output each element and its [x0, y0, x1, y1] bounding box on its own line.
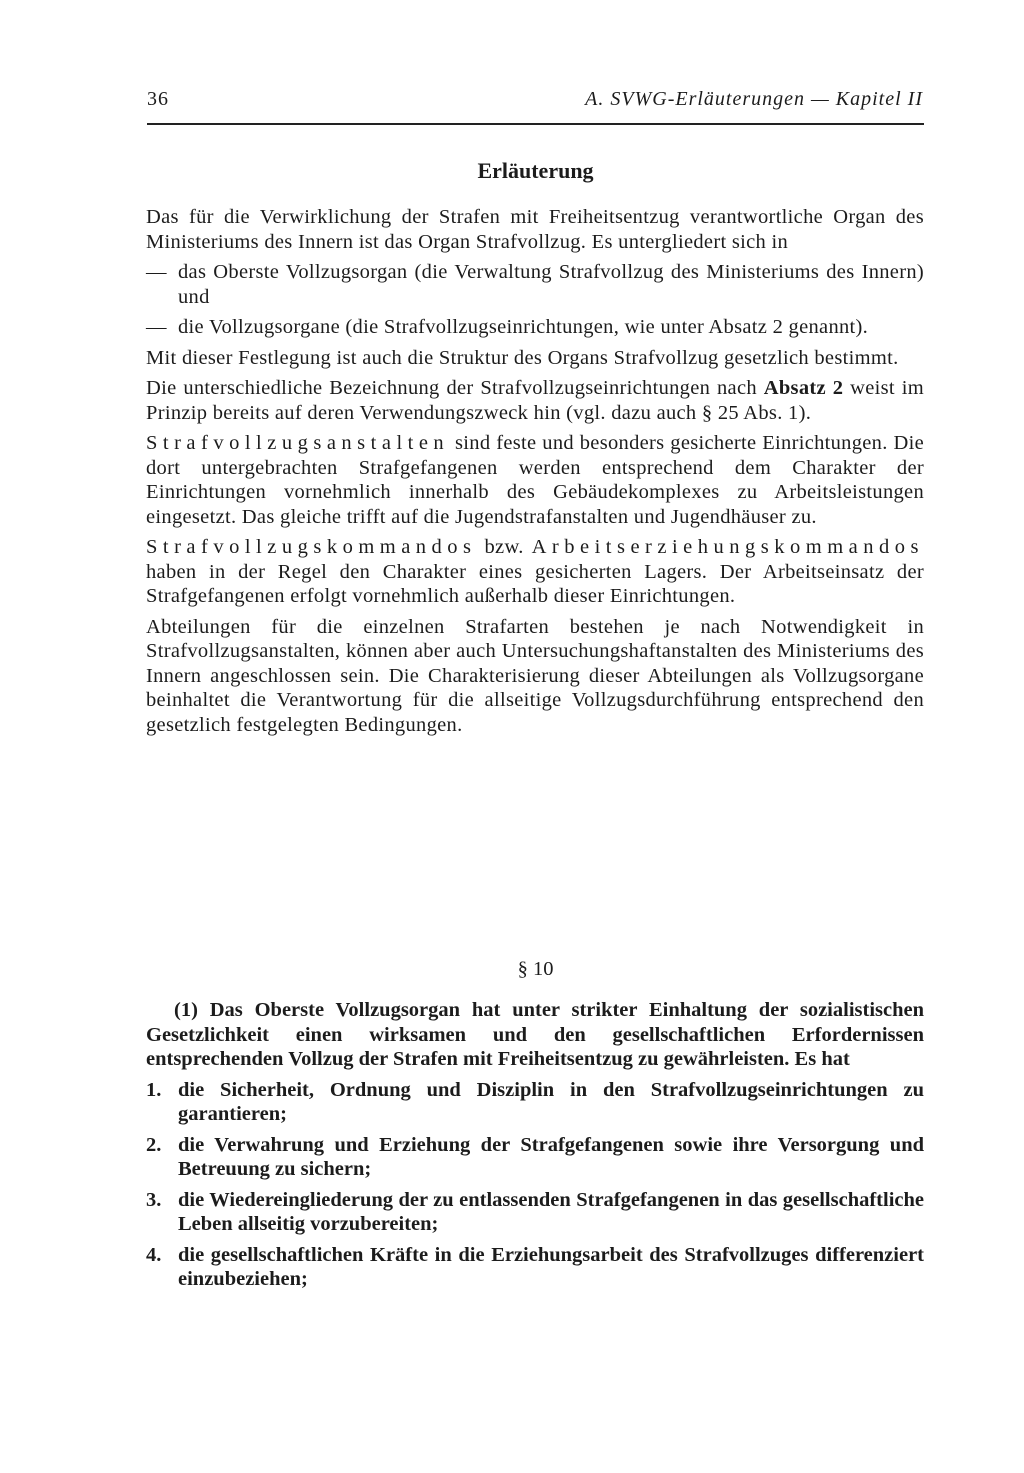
- item-text: die Sicherheit, Ordnung und Disziplin in den Strafvollzugseinrichtungen zu garantieren;: [178, 1078, 924, 1125]
- designation-text-after: weist im Prinzip bereits auf deren Verwendungszweck hin (vgl. dazu auch § 25 Abs. 1).: [146, 377, 924, 424]
- anstalten-term: Strafvollzugsanstalten: [146, 432, 450, 454]
- item-number: 4.: [146, 1243, 162, 1266]
- dash-marker: —: [146, 316, 167, 338]
- header-rule: [147, 123, 924, 125]
- kommandos-paragraph: [146, 535, 924, 609]
- numbered-list-item: [146, 1078, 924, 1127]
- law-lead-paragraph: (1) Das Oberste Vollzugsorgan hat unter strikter Einhaltung der sozialistischen Gesetzlichkeit einen wirksamen und den gesellschaftlichen Erfordernissen entsprechenden Vollzug der Strafen mit Freiheitsentzug zu gewährleisten. Es hat: [146, 999, 924, 1070]
- paragraph-sign: § 10: [517, 958, 554, 980]
- item-number: 1.: [146, 1078, 162, 1101]
- designation-paragraph: [146, 376, 924, 425]
- kommandos-connector: bzw.: [484, 536, 524, 558]
- dash-item-text: die Vollzugsorgane (die Strafvollzugseinrichtungen, wie unter Absatz 2 genannt).: [178, 316, 869, 338]
- kommandos-term-2: Arbeitserziehungskommandos: [531, 536, 924, 558]
- item-number: 2.: [146, 1133, 162, 1156]
- explanation-text: [146, 205, 924, 743]
- designation-text-before: Die unterschiedliche Bezeichnung der Strafvollzugseinrichtungen nach: [146, 377, 757, 399]
- kommandos-term-1: Strafvollzugskommandos: [146, 536, 477, 558]
- intro-paragraph: Das für die Verwirklichung der Strafen mit Freiheitsentzug verantwortliche Organ des Ministeriums des Innern ist das Organ Strafvollzug. Es untergliedert sich in: [146, 206, 924, 253]
- dash-list-item: [146, 260, 924, 309]
- page-number: 36: [147, 88, 169, 110]
- dash-list-item: [146, 315, 924, 340]
- section-heading: Erläuterung: [477, 158, 594, 183]
- item-text: die Verwahrung und Erziehung der Strafgefangenen sowie ihre Versorgung und Betreuung zu sichern;: [178, 1133, 924, 1180]
- numbered-list-item: [146, 1188, 924, 1237]
- structure-paragraph: Mit dieser Festlegung ist auch die Struktur des Organs Strafvollzug gesetzlich bestimmt.: [146, 346, 899, 369]
- departments-paragraph: Abteilungen für die einzelnen Strafarten bestehen je nach Notwendigkeit in Strafvollzugsanstalten, können aber auch Untersuchungshaftanstalten des Ministeriums des Innern angeschlossen sein. Die Charakterisierung dieser Abteilungen als Vollzugsorgane beinhaltet die Verantwortung für die allseitige Vollzugsdurchführung entsprechend den gesetzlich festgelegten Bedingungen.: [146, 615, 924, 736]
- law-text: [146, 998, 924, 1298]
- numbered-list-item: [146, 1243, 924, 1292]
- running-title: A. SVWG-Erläuterungen — Kapitel II: [585, 88, 923, 110]
- dash-item-text: das Oberste Vollzugsorgan (die Verwaltung Strafvollzug des Ministeriums des Innern) und: [178, 261, 924, 308]
- kommandos-text: haben in der Regel den Charakter eines gesicherten Lagers. Der Arbeitseinsatz der Strafgefangenen erfolgt vornehmlich außerhalb dieser Einrichtungen.: [146, 560, 924, 607]
- designation-bold-reference: Absatz 2: [763, 377, 844, 399]
- item-text: die gesellschaftlichen Kräfte in die Erziehungsarbeit des Strafvollzuges differenziert einzubeziehen;: [178, 1243, 924, 1290]
- dash-marker: —: [146, 261, 167, 283]
- numbered-list-item: [146, 1133, 924, 1182]
- anstalten-text: sind feste und besonders gesicherte Einrichtungen. Die dort untergebrachten Strafgefangenen werden entsprechend dem Charakter der Einrichtungen vornehmlich innerhalb des Gebäudekomplexes zu Arbeitsleistungen eingesetzt. Das gleiche trifft auf die Jugendstrafanstalten und Jugendhäuser zu.: [146, 432, 924, 528]
- running-header: [147, 88, 923, 118]
- item-number: 3.: [146, 1188, 162, 1211]
- item-text: die Wiedereingliederung der zu entlassenden Strafgefangenen in das gesellschaftliche Leben allseitig vorzubereiten;: [178, 1188, 924, 1235]
- anstalten-paragraph: [146, 431, 924, 529]
